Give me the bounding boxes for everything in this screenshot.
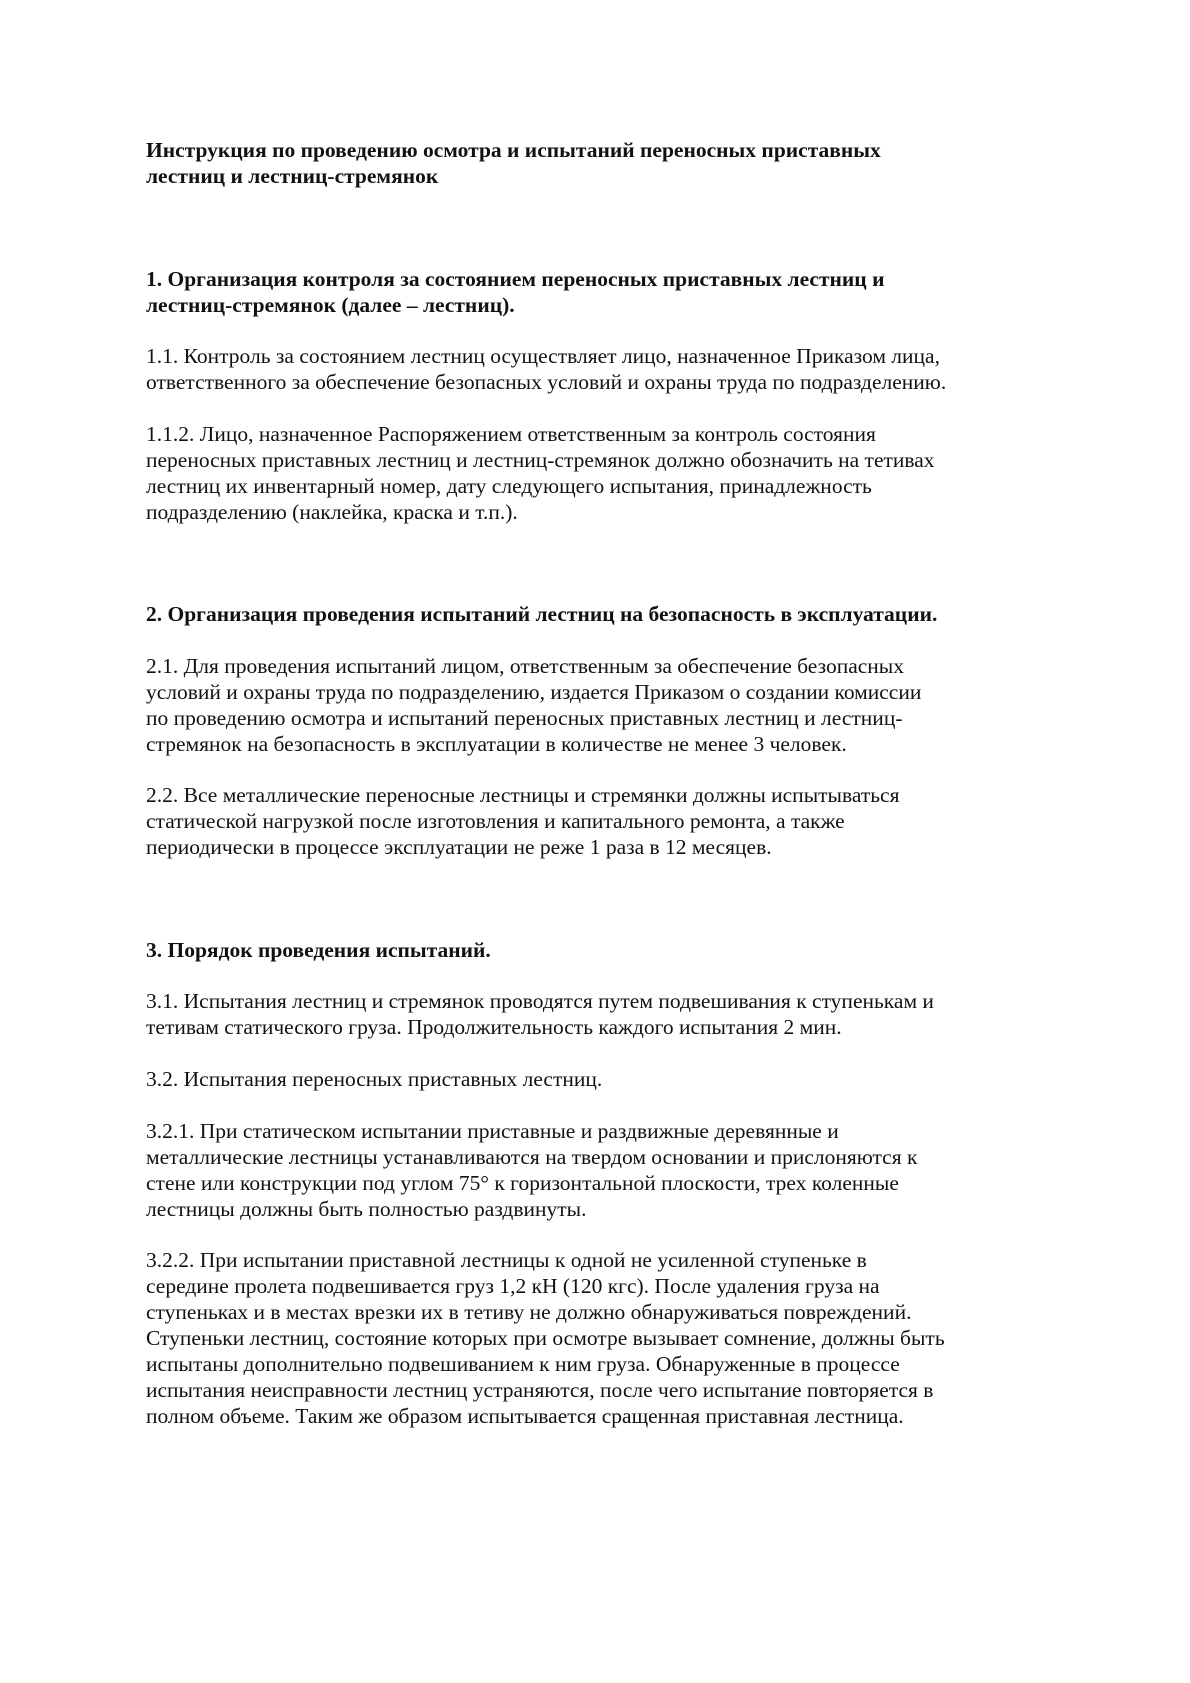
text-line: по проведению осмотра и испытаний переносных приставных лестниц и лестниц- xyxy=(146,706,903,730)
text-line: периодически в процессе эксплуатации не реже 1 раза в 12 месяцев. xyxy=(146,835,772,859)
text-line: полном объеме. Таким же образом испытывается сращенная приставная лестница. xyxy=(146,1404,904,1428)
heading-line: 1. Организация контроля за состоянием переносных приставных лестниц и xyxy=(146,267,885,291)
text-line: металлические лестницы устанавливаются на твердом основании и прислоняются к xyxy=(146,1145,918,1169)
text-line: испытания неисправности лестниц устраняются, после чего испытание повторяется в xyxy=(146,1378,934,1402)
text-line: 3.2.1. При статическом испытании приставные и раздвижные деревянные и xyxy=(146,1119,839,1143)
text-line: лестниц их инвентарный номер, дату следующего испытания, принадлежность xyxy=(146,474,872,498)
title-line: лестниц и лестниц-стремянок xyxy=(146,164,439,188)
text-line: переносных приставных лестниц и лестниц-стремянок должно обозначить на тетивах xyxy=(146,448,935,472)
heading-line: лестниц-стремянок (далее – лестниц). xyxy=(146,293,515,317)
text-line: 2.2. Все металлические переносные лестницы и стремянки должны испытываться xyxy=(146,783,900,807)
title-line: Инструкция по проведению осмотра и испытаний переносных приставных xyxy=(146,138,881,162)
text-line: 3.2.2. При испытании приставной лестницы к одной не усиленной ступеньке в xyxy=(146,1248,867,1272)
text-line: лестницы должны быть полностью раздвинуты. xyxy=(146,1197,587,1221)
text-line: 2.1. Для проведения испытаний лицом, ответственным за обеспечение безопасных xyxy=(146,654,905,678)
text-line: статической нагрузкой после изготовления и капитального ремонта, а также xyxy=(146,809,845,833)
text-line: ступеньках и в местах врезки их в тетиву не должно обнаруживаться повреждений. xyxy=(146,1300,912,1324)
text-line: 3.2. Испытания переносных приставных лестниц. xyxy=(146,1067,603,1091)
text-line: 1.1.2. Лицо, назначенное Распоряжением ответственным за контроль состояния xyxy=(146,422,876,446)
text-line: стене или конструкции под углом 75° к горизонтальной плоскости, трех коленные xyxy=(146,1171,899,1195)
text-line: условий и охраны труда по подразделению, издается Приказом о создании комиссии xyxy=(146,680,922,704)
text-line: 1.1. Контроль за состоянием лестниц осуществляет лицо, назначенное Приказом лица, xyxy=(146,344,940,368)
text-line: стремянок на безопасность в эксплуатации в количестве не менее 3 человек. xyxy=(146,732,847,756)
text-line: подразделению (наклейка, краска и т.п.). xyxy=(146,500,518,524)
text-line: 3.1. Испытания лестниц и стремянок проводятся путем подвешивания к ступенькам и xyxy=(146,989,934,1013)
text-line: середине пролета подвешивается груз 1,2 кН (120 кгс). После удаления груза на xyxy=(146,1274,880,1298)
text-line: ответственного за обеспечение безопасных условий и охраны труда по подразделению. xyxy=(146,370,947,394)
text-line: тетивам статического груза. Продолжительность каждого испытания 2 мин. xyxy=(146,1015,842,1039)
text-line: Ступеньки лестниц, состояние которых при осмотре вызывает сомнение, должны быть xyxy=(146,1326,945,1350)
text-line: испытаны дополнительно подвешиванием к ним груза. Обнаруженные в процессе xyxy=(146,1352,900,1376)
heading-line: 2. Организация проведения испытаний лестниц на безопасность в эксплуатации. xyxy=(146,602,938,626)
heading-line: 3. Порядок проведения испытаний. xyxy=(146,938,491,962)
